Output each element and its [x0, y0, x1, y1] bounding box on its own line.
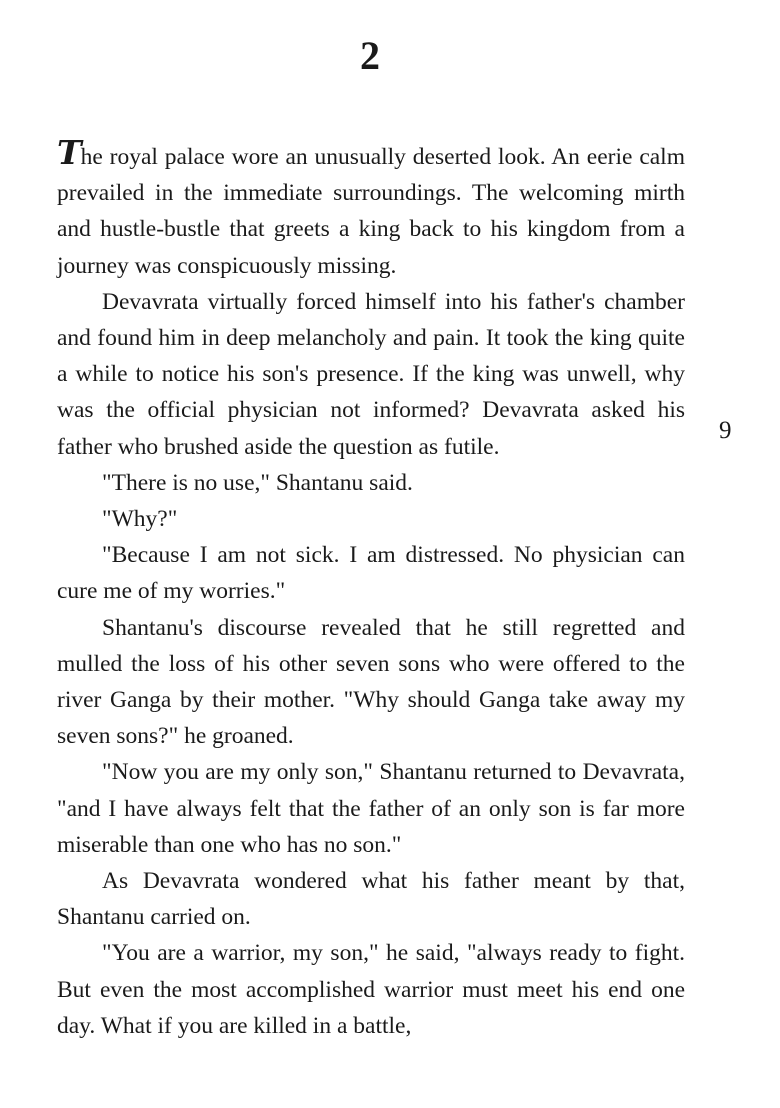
- dialogue-line: "Because I am not sick. I am distressed. No physician can cure me of my worries.": [57, 542, 685, 605]
- paragraph: Shantanu's discourse revealed that he still regretted and mulled the loss of his other seven sons who were offered to the river Ganga by their mother. "Why should Ganga take away my seven sons?" he groaned.: [57, 614, 685, 750]
- paragraph: As Devavrata wondered what his father meant by that, Shantanu carried on.: [57, 868, 685, 931]
- paragraph: Devavrata virtually forced himself into his father's chamber and found him in deep melancholy and pain. It took the king quite a while to notice his son's presence. If the king was unwell, why was the official physician not informed? Devavrata asked his father who brushed aside the question as futile.: [57, 288, 685, 460]
- dialogue-line: "Why?": [102, 506, 178, 533]
- chapter-number: 2: [360, 33, 380, 78]
- dialogue-line: "You are a warrior, my son," he said, "always ready to fight. But even the most accomplished warrior must meet his end one day. What if you are killed in a battle,: [57, 940, 685, 1039]
- body-text: [57, 133, 685, 1044]
- paragraph-opening-text: he royal palace wore an unusually deserted look. An eerie calm prevailed in the immediate surroundings. The welcoming mirth and hustle-bustle that greets a king back to his kingdom from a journey was conspicuously missing.: [57, 144, 685, 279]
- paragraph-opening: [57, 133, 685, 284]
- dialogue-line: "Now you are my only son," Shantanu returned to Devavrata, "and I have always felt that the father of an only son is far more miserable than one who has no son.": [57, 759, 685, 858]
- decorative-initial: T: [57, 133, 81, 172]
- page-number: 9: [719, 417, 732, 444]
- dialogue-line: "There is no use," Shantanu said.: [102, 469, 413, 496]
